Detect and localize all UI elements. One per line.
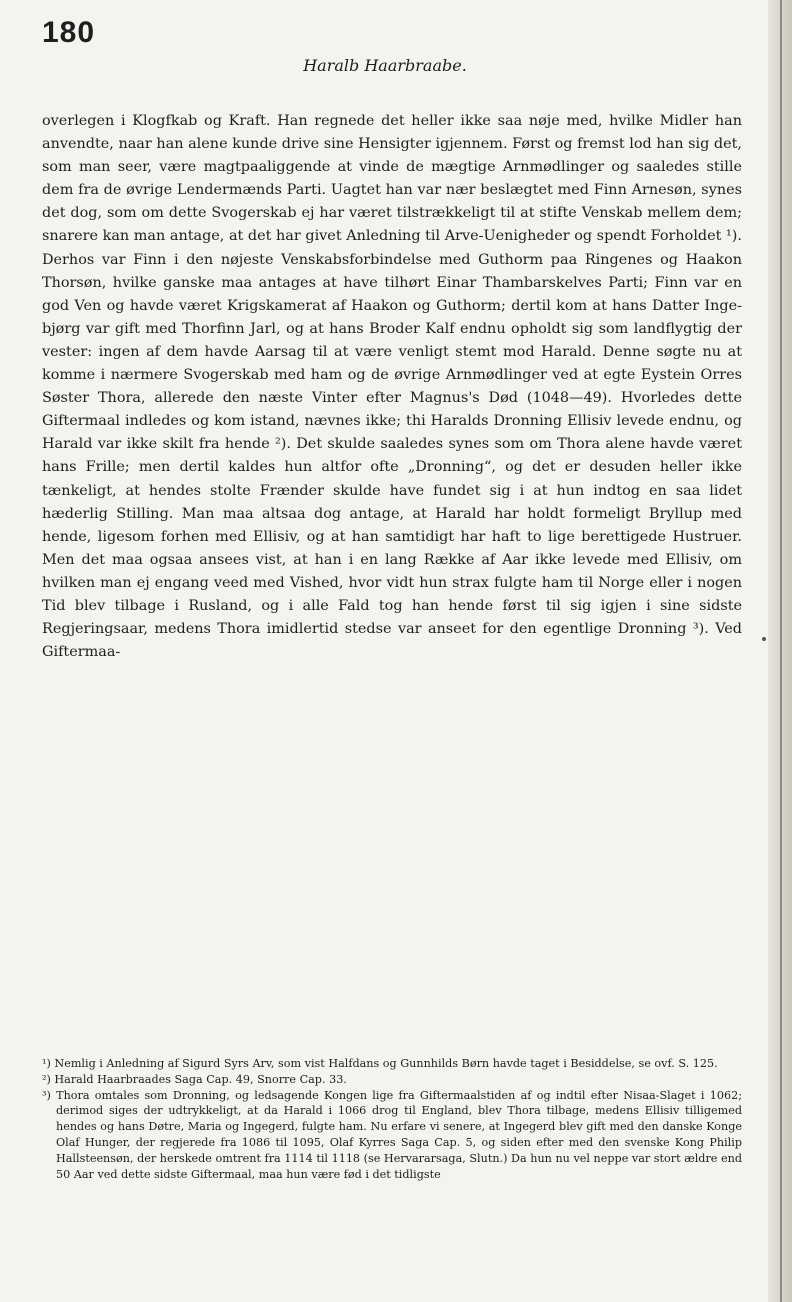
page-number: 180 [42,16,96,49]
margin-dot [762,637,766,641]
footnote-3: ³) Thora omtales som Dronning, og ledsagende Kongen lige fra Giftermaalstiden af og indtil efter Nisaa-Slaget i 1062; derimod siges der udtrykkeligt, at da Harald i 1066 drog til England, blev Thora tilbage, medens Ellisiv tilligemed hendes og hans Døtre, Maria og Ingegerd, fulgte ham. Nu erfare vi senere, at Ingegerd blev gift med den danske Konge Olaf Hunger, der regjerede fra 1086 til 1095, Olaf Kyrres Saga Cap. 5, og siden efter med den svenske Kong Philip Hallsteensøn, der herskede omtrent fra 1114 til 1118 (se Hervararsaga, Slutn.) Da hun nu vel neppe var stort ældre end 50 Aar ved dette sidste Giftermaal, maa hun være fød i det tidligste [42,1088,742,1181]
footnotes [42,1056,742,1182]
main-paragraph: overlegen i Klogfkab og Kraft. Han regnede det heller ikke saa nøje med, hvilke Midler han anvendte, naar han alene kunde drive sine Hensigter igjennem. Først og fremst lod han sig det, som man seer, være magtpaaliggende at vinde de mægtige Arnmødlinger og saaledes stille dem fra de øvrige Lendermænds Parti. Uagtet han var nær beslægtet med Finn Arnesøn, synes det dog, som om dette Svogerskab ej har været tilstrækkeligt til at stifte Venskab mellem dem; snarere kan man antage, at det har givet Anledning til Arve-Uenigheder og spendt Forholdet ¹). Derhos var Finn i den nøjeste Venskabsforbindelse med Guthorm paa Ringenes og Haakon Thorsøn, hvilke ganske maa antages at have tilhørt Einar Thambarskelves Parti; Finn var en god Ven og havde været Krigskamerat af Haakon og Guthorm; dertil kom at hans Datter Ingebjørg var gift med Thorfinn Jarl, og at hans Broder Kalf endnu opholdt sig som landflygtig der vester: ingen af dem havde Aarsag til at være venligt stemt mod Harald. Denne søgte nu at komme i nærmere Svogerskab med ham og de øvrige Arnmødlinger ved at egte Eystein Orres Søster Thora, allerede den næste Vinter efter Magnus's Død (1048—49). Hvorledes dette Giftermaal indledes og kom istand, nævnes ikke; thi Haralds Dronning Ellisiv levede endnu, og Harald var ikke skilt fra hende ²). Det skulde saaledes synes som om Thora alene havde været hans Frille; men dertil kaldes hun altfor ofte „Dronning“, og det er desuden heller ikke tænkeligt, at hendes stolte Frænder skulde have fundet sig i at hun indtog en saa lidet hæderlig Stilling. Man maa altsaa dog antage, at Harald har holdt formeligt Bryllup med hende, ligesom forhen med Ellisiv, og at han samtidigt har haft to lige berettigede Hustruer. Men det maa ogsaa ansees vist, at han i en lang Række af Aar ikke levede med Ellisiv, om hvilken man ej engang veed med Vished, hvor vidt hun strax fulgte ham til Norge eller i nogen Tid blev tilbage i Rusland, og i alle Fald tog han hende først til sig igjen i sine sidste Regjeringsaar, medens Thora imidlertid stedse var anseet for den egentlige Dronning ³). Ved Giftermaa- [42,113,742,661]
footnote-2: ²) Harald Haarbraades Saga Cap. 49, Snorre Cap. 33. [42,1072,347,1086]
binding-line [780,0,782,1302]
running-title: Haralb Haarbraabe. [303,56,467,75]
footnote-1: ¹) Nemlig i Anledning af Sigurd Syrs Arv, som vist Halfdans og Gunnhilds Børn havde taget i Besiddelse, se ovf. S. 125. [42,1057,718,1070]
main-text [42,110,742,664]
page-header [42,16,728,75]
